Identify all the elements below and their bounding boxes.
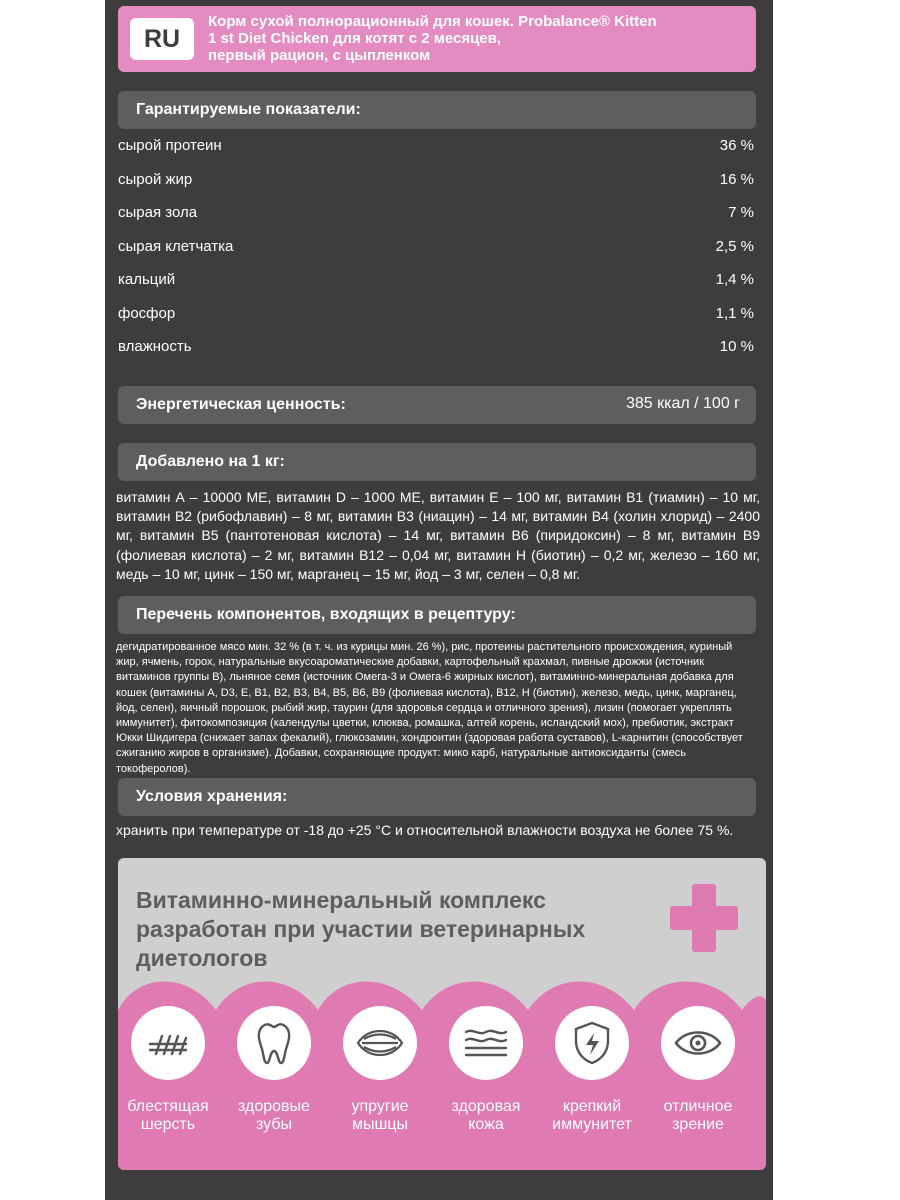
benefit-item — [544, 1006, 640, 1134]
benefit-item — [120, 1006, 216, 1134]
benefit-label — [650, 1098, 746, 1134]
analysis-row — [118, 171, 756, 193]
guaranteed-heading: Гарантируемые показатели: — [118, 91, 756, 129]
analysis-row — [118, 238, 756, 260]
benefit-label-line: шерсть — [140, 1116, 196, 1133]
analysis-value: 16 % — [719, 171, 754, 188]
energy-heading: Энергетическая ценность: — [136, 396, 346, 413]
energy-value: 385 ккал / 100 г — [625, 395, 740, 412]
analysis-row — [118, 137, 756, 159]
ingredients-text: дегидратированное мясо мин. 32 % (в т. ч. из курицы мин. 26 %), рис, протеины растительного происхождения, куриный жир, ячмень, горох, натуральные вкусоароматические добавки, картофельный крахмал, пивные дрожжи (источник витаминов группы В), льняное семя (источник Омега-3 и Омега-6 жирных кислот), витаминно-минеральная добавка для кошек (витамины А, D3, Е, В1, В2, В3, В4, В5, В6, В9 (фолиевая кислота), В12, Н (биотин), железо, медь, цинк, марганец, йод, селен), яичный порошок, рыбий жир, таурин (для здоровья сердца и отличного зрения), лизин (помогает укреплять иммунитет), фитокомпозиция (календулы цветки, клюква, ромашка, алтей корень, исландский мох), пребиотик, экстракт Юкки Шидигера (снижает запах фекалий), глюкозамин, хондроитин (здоровая работа суставов), L-карнитин (способствует сжиганию жиров в организме). Добавки, сохраняющие продукт: мико карб, натуральные антиоксиданты (смесь токоферолов). — [116, 641, 743, 775]
analysis-value: 36 % — [719, 137, 754, 154]
fur-icon — [131, 1006, 205, 1080]
language-badge: RU — [130, 18, 194, 60]
benefit-item — [332, 1006, 428, 1134]
vitamins-text: витамин А – 10000 МЕ, витамин D – 1000 МЕ, витамин Е – 100 мг, витамин В1 (тиамин) – 10 мг, витамин В2 (рибофлавин) – 8 мг, витамин В3 (ниацин) – 14 мг, витамин В4 (холин хлорид) – 2400 мг, витамин В5 (пантотеновая кислота) – 14 мг, витамин В6 (пиридоксин) – 8 мг, витамин В9 (фолиевая кислота) – 2 мг, витамин В12 – 0,04 мг, витамин Н (биотин) – 0,2 мг, железо – 160 мг, медь – 10 мг, цинк – 150 мг, марганец – 15 мг, йод – 3 мг, селен – 0,8 мг. — [116, 489, 760, 582]
analysis-row — [118, 338, 756, 360]
tooth-icon — [237, 1006, 311, 1080]
banner-title-line: диетологов — [136, 945, 268, 971]
analysis-value: 1,1 % — [715, 305, 754, 322]
analysis-value: 1,4 % — [715, 271, 754, 288]
energy-bar — [118, 386, 756, 424]
storage-text: хранить при температуре от -18 до +25 °С и относительной влажности воздуха не более 75 %. — [116, 822, 734, 838]
eye-icon — [661, 1006, 735, 1080]
benefit-label — [332, 1098, 428, 1134]
analysis-name: влажность — [118, 338, 192, 355]
analysis-value: 7 % — [728, 204, 754, 221]
benefit-label-line: иммунитет — [552, 1116, 632, 1133]
analysis-name: сырой протеин — [118, 137, 222, 154]
product-title-line: первый рацион, с цыпленком — [208, 47, 431, 64]
storage-heading: Условия хранения: — [118, 778, 756, 816]
benefit-label-line: зубы — [256, 1116, 292, 1133]
analysis-row — [118, 204, 756, 226]
product-title — [208, 13, 748, 64]
benefit-label-line: крепкий — [562, 1098, 622, 1115]
benefit-label-line: блестящая — [127, 1098, 209, 1115]
benefit-label-line: отличное — [663, 1098, 733, 1115]
benefit-label-line: здоровые — [238, 1098, 310, 1115]
benefit-label-line: мышцы — [352, 1116, 408, 1133]
analysis-name: сырая зола — [118, 204, 198, 221]
product-title-line: Корм сухой полнорационный для кошек. Probalance® Kitten — [208, 13, 657, 30]
plus-icon — [666, 880, 742, 956]
shield-icon — [555, 1006, 629, 1080]
benefit-item — [438, 1006, 534, 1134]
benefit-label-line: кожа — [468, 1116, 504, 1133]
product-header — [118, 6, 756, 72]
benefit-label-line: упругие — [351, 1098, 409, 1115]
vitamin-complex-banner — [118, 858, 766, 1170]
banner-title-line: Витаминно-минеральный комплекс — [136, 887, 546, 913]
analysis-row — [118, 271, 756, 293]
banner-title — [136, 886, 656, 973]
benefit-label — [226, 1098, 322, 1134]
skin-icon — [449, 1006, 523, 1080]
benefit-label — [438, 1098, 534, 1134]
benefit-label — [120, 1098, 216, 1134]
product-title-line: 1 st Diet Chicken для котят с 2 месяцев, — [208, 30, 502, 47]
added-heading: Добавлено на 1 кг: — [118, 443, 756, 481]
benefit-item — [226, 1006, 322, 1134]
benefit-label — [544, 1098, 640, 1134]
analysis-row — [118, 305, 756, 327]
banner-title-line: разработан при участии ветеринарных — [136, 916, 586, 942]
benefit-label-line: зрение — [672, 1116, 724, 1133]
analysis-value: 10 % — [719, 338, 754, 355]
analysis-name: кальций — [118, 271, 176, 288]
benefit-item — [650, 1006, 746, 1134]
benefit-label-line: здоровая — [451, 1098, 521, 1115]
analysis-name: сырой жир — [118, 171, 193, 188]
muscle-icon — [343, 1006, 417, 1080]
ingredients-heading: Перечень компонентов, входящих в рецептуру: — [118, 596, 756, 634]
analysis-name: фосфор — [118, 305, 176, 322]
analysis-value: 2,5 % — [715, 238, 754, 255]
analysis-name: сырая клетчатка — [118, 238, 234, 255]
